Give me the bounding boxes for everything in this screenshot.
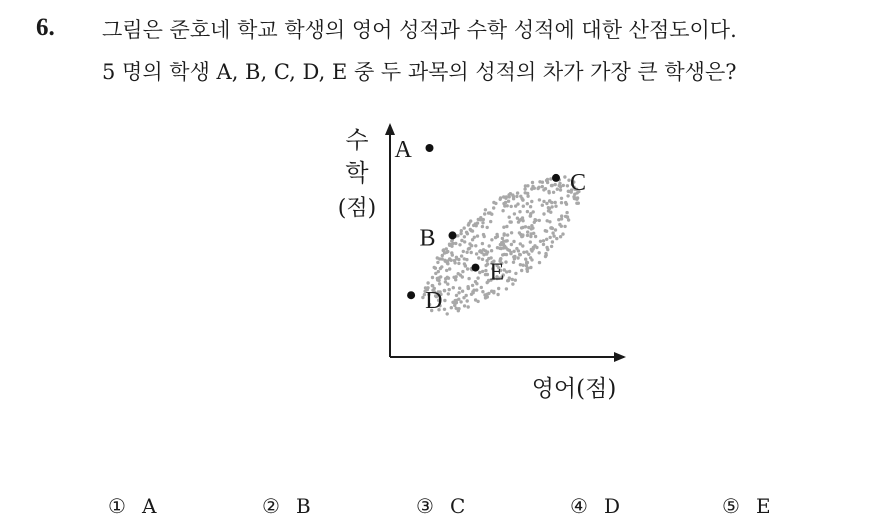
cloud-dot [471, 290, 474, 293]
cloud-dot [510, 205, 513, 208]
cloud-dot [436, 277, 439, 280]
cloud-dot [512, 261, 515, 264]
y-axis-label-line-2: 학 [345, 159, 369, 187]
cloud-dot [462, 250, 465, 253]
cloud-dot [496, 293, 499, 296]
choice-1[interactable] [108, 494, 156, 518]
cloud-dot [480, 286, 483, 289]
cloud-dot [480, 251, 483, 254]
cloud-dot [458, 243, 461, 246]
cloud-dot [463, 235, 466, 238]
cloud-dot [530, 200, 533, 203]
cloud-dot [551, 231, 554, 234]
cloud-dot [446, 282, 449, 285]
cloud-dot [506, 239, 509, 242]
choice-3[interactable] [416, 494, 465, 518]
cloud-dot [519, 242, 522, 245]
cloud-dot [478, 271, 481, 274]
cloud-dot [462, 296, 465, 299]
cloud-dot [511, 282, 514, 285]
cloud-dot [547, 206, 550, 209]
cloud-dot [467, 247, 470, 250]
cloud-dot [518, 253, 521, 256]
cloud-dot [545, 254, 548, 257]
cloud-dot [481, 270, 484, 273]
cloud-dot [512, 197, 515, 200]
cloud-dot [515, 195, 518, 198]
cloud-dot [511, 278, 514, 281]
cloud-dot [470, 251, 473, 254]
cloud-dot [501, 253, 504, 256]
cloud-dot [530, 224, 533, 227]
cloud-dot [525, 250, 528, 253]
cloud-dot [436, 261, 439, 264]
cloud-dot [499, 198, 502, 201]
question-text-line-1: 그림은 준호네 학교 학생의 영어 성적과 수학 성적에 대한 산점도이다. [102, 18, 737, 42]
cloud-dot [548, 191, 551, 194]
cloud-dot [438, 282, 441, 285]
cloud-dot [520, 197, 523, 200]
cloud-dot [483, 212, 486, 215]
cloud-dot [524, 225, 527, 228]
cloud-dot [507, 200, 510, 203]
cloud-dot [533, 187, 536, 190]
cloud-dot [503, 232, 506, 235]
cloud-dot [561, 232, 564, 235]
cloud-dot [488, 244, 491, 247]
cloud-dot [443, 289, 446, 292]
cloud-dot [541, 181, 544, 184]
cloud-dot [529, 240, 532, 243]
labeled-points [395, 137, 587, 314]
cloud-dot [505, 195, 508, 198]
cloud-dot [563, 175, 566, 178]
cloud-dot [431, 284, 434, 287]
cloud-dot [487, 211, 490, 214]
cloud-dot [510, 231, 513, 234]
cloud-dot [490, 249, 493, 252]
cloud-dot [547, 209, 550, 212]
cloud-dot [534, 219, 537, 222]
cloud-dot [529, 212, 532, 215]
choice-number: ③ [416, 494, 434, 518]
cloud-dot [490, 290, 493, 293]
cloud-dot [539, 240, 542, 243]
cloud-dot [566, 184, 569, 187]
cloud-dot [447, 277, 450, 280]
cloud-dot [467, 305, 470, 308]
cloud-dot [460, 239, 463, 242]
cloud-dot [436, 256, 439, 259]
cloud-dot [508, 270, 511, 273]
cloud-dot [546, 181, 549, 184]
choice-2[interactable] [262, 494, 311, 518]
cloud-dot [455, 301, 458, 304]
cloud-dot [481, 225, 484, 228]
cloud-dot [457, 262, 460, 265]
cloud-dot [559, 185, 562, 188]
cloud-dot [474, 244, 477, 247]
cloud-dot [522, 205, 525, 208]
cloud-dot [526, 210, 529, 213]
cloud-dot [527, 226, 530, 229]
choice-number: ① [108, 494, 126, 518]
cloud-dot [504, 260, 507, 263]
cloud-dot [440, 265, 443, 268]
cloud-dot [510, 243, 513, 246]
cloud-dot [545, 202, 548, 205]
cloud-dot [443, 299, 446, 302]
cloud-dot [446, 259, 449, 262]
cloud-dot [521, 219, 524, 222]
cloud-dot [567, 218, 570, 221]
cloud-dot [545, 246, 548, 249]
cloud-dot [538, 198, 541, 201]
cloud-dot [446, 312, 449, 315]
cloud-dot [467, 287, 470, 290]
cloud-dot [476, 234, 479, 237]
cloud-dot [421, 296, 424, 299]
x-axis-label: 영어(점) [531, 376, 617, 402]
cloud-dot [442, 249, 445, 252]
cloud-dot [538, 219, 541, 222]
cloud-dot [564, 201, 567, 204]
cloud-dot [564, 215, 567, 218]
cloud-dot [494, 202, 497, 205]
cloud-dot [443, 308, 446, 311]
cloud-dot [513, 212, 516, 215]
cloud-dot [529, 266, 532, 269]
cloud-dot [533, 244, 536, 247]
cloud-dot [484, 296, 487, 299]
cloud-dot [514, 204, 517, 207]
cloud-dot [525, 261, 528, 264]
cloud-dot [542, 188, 545, 191]
cloud-dot [556, 188, 559, 191]
cloud-dot [531, 181, 534, 184]
y-axis-label-line-1: 수 [345, 126, 369, 154]
cloud-dot [450, 306, 453, 309]
cloud-dot [558, 182, 561, 185]
cloud-dot [550, 184, 553, 187]
point-label-e: E [489, 259, 505, 286]
point-label-b: B [419, 225, 436, 252]
cloud-dot [549, 236, 552, 239]
cloud-dot [541, 204, 544, 207]
cloud-dot [453, 261, 456, 264]
point-label-d: D [425, 288, 443, 315]
cloud-dot [530, 258, 533, 261]
cloud-dot [455, 294, 458, 297]
cloud-dot [431, 276, 434, 279]
cloud-dot [434, 267, 437, 270]
cloud-dot [486, 250, 489, 253]
cloud-dot [542, 239, 545, 242]
cloud-dot [479, 218, 482, 221]
cloud-dot [455, 257, 458, 260]
cloud-dot [524, 191, 527, 194]
choice-number: ② [262, 494, 280, 518]
cloud-dot [459, 232, 462, 235]
cloud-dot [445, 269, 448, 272]
cloud-dot [573, 197, 576, 200]
cloud-dot [526, 270, 529, 273]
cloud-dot [555, 237, 558, 240]
cloud-dot [520, 269, 523, 272]
cloud-dot [502, 226, 505, 229]
cloud-dot [563, 225, 566, 228]
cloud-dot [490, 238, 493, 241]
cloud-dot [463, 257, 466, 260]
cloud-dot [454, 278, 457, 281]
cloud-dot [514, 279, 517, 282]
cloud-dot [518, 210, 521, 213]
cloud-dot [551, 240, 554, 243]
choice-number: ④ [570, 494, 588, 518]
question-text-line-2: 5 명의 학생 A, B, C, D, E 중 두 과목의 성적의 차가 가장 큰 학생은? [102, 60, 737, 84]
cloud-dot [521, 233, 524, 236]
cloud-dot [522, 251, 525, 254]
cloud-dot [426, 281, 429, 284]
cloud-dot [526, 202, 529, 205]
cloud-dot [484, 208, 487, 211]
cloud-dot [481, 290, 484, 293]
cloud-dot [454, 242, 457, 245]
y-axis-label-line-3: (점) [337, 196, 377, 221]
cloud-dot [542, 243, 545, 246]
cloud-dot [551, 227, 554, 230]
cloud-dot [458, 287, 461, 290]
cloud-dot [481, 242, 484, 245]
cloud-dot [467, 223, 470, 226]
cloud-dot [496, 246, 499, 249]
cloud-dot [465, 251, 468, 254]
cloud-dot [461, 270, 464, 273]
cloud-dot [507, 193, 510, 196]
choice-number: ⑤ [722, 494, 740, 518]
cloud-dot [487, 292, 490, 295]
cloud-dot [483, 293, 486, 296]
cloud-dot [463, 226, 466, 229]
cloud-dot [460, 254, 463, 257]
cloud-dot [474, 280, 477, 283]
cloud-dot [466, 267, 469, 270]
cloud-dot [486, 281, 489, 284]
cloud-dot [513, 257, 516, 260]
cloud-dot [509, 251, 512, 254]
cloud-dot [518, 219, 521, 222]
cloud-dot [506, 233, 509, 236]
cloud-dot [550, 205, 553, 208]
cloud-dot [559, 188, 562, 191]
cloud-dot [508, 216, 511, 219]
cloud-dot [460, 229, 463, 232]
point-a [426, 144, 434, 152]
cloud-dot [526, 195, 529, 198]
cloud-dot [512, 240, 515, 243]
cloud-dot [499, 243, 502, 246]
cloud-dot [448, 267, 451, 270]
cloud-dot [554, 183, 557, 186]
cloud-dot [554, 228, 557, 231]
cloud-dot [550, 245, 553, 248]
point-e [472, 264, 480, 272]
cloud-dot [489, 220, 492, 223]
cloud-dot [502, 202, 505, 205]
choice-4[interactable] [570, 494, 620, 518]
cloud-dot [452, 286, 455, 289]
cloud-dot [477, 256, 480, 259]
cloud-dot [536, 187, 539, 190]
cloud-dot [505, 253, 508, 256]
cloud-dot [471, 284, 474, 287]
cloud-dot [516, 191, 519, 194]
cloud-dot [476, 300, 479, 303]
cloud-dot [558, 223, 561, 226]
cloud-dot [484, 264, 487, 267]
cloud-dot [505, 287, 508, 290]
cloud-dot [541, 185, 544, 188]
cloud-dot [505, 225, 508, 228]
cloud-dot [530, 248, 533, 251]
choice-text: B [295, 494, 311, 518]
cloud-dot [467, 277, 470, 280]
cloud-dot [501, 237, 504, 240]
cloud-dot [446, 250, 449, 253]
choice-text: A [141, 494, 157, 518]
cloud-dot [524, 258, 527, 261]
choice-text: D [603, 494, 620, 518]
cloud-dot [549, 177, 552, 180]
cloud-dot [441, 257, 444, 260]
cloud-dot [565, 211, 568, 214]
cloud-dot [484, 269, 487, 272]
cloud-dot [548, 199, 551, 202]
cloud-dot [526, 267, 529, 270]
cloud-dot [516, 256, 519, 259]
cloud-dot [456, 234, 459, 237]
cloud-dot [560, 197, 563, 200]
cloud-dot [497, 287, 500, 290]
cloud-dot [494, 236, 497, 239]
cloud-dot [560, 201, 563, 204]
cloud-dot [481, 258, 484, 261]
cloud-dot [523, 187, 526, 190]
cloud-dot [455, 307, 458, 310]
cloud-dot [534, 235, 537, 238]
cloud-dot [526, 230, 529, 233]
choice-text: E [755, 494, 771, 518]
cloud-dot [514, 272, 517, 275]
point-c [552, 174, 560, 182]
cloud-dot [490, 213, 493, 216]
cloud-dot [522, 264, 525, 267]
cloud-dot [560, 214, 563, 217]
cloud-dot [437, 270, 440, 273]
cloud-dot [538, 251, 541, 254]
cloud-dot [483, 235, 486, 238]
cloud-dot [546, 219, 549, 222]
cloud-dot [508, 220, 511, 223]
cloud-dot [447, 292, 450, 295]
cloud-dot [457, 291, 460, 294]
cloud-dot [554, 201, 557, 204]
cloud-dot [542, 200, 545, 203]
cloud-dot [439, 275, 442, 278]
cloud-dot [450, 245, 453, 248]
cloud-dot [512, 250, 515, 253]
cloud-dot [457, 298, 460, 301]
cloud-dot [559, 235, 562, 238]
cloud-dot [501, 209, 504, 212]
cloud-dot [466, 299, 469, 302]
cloud-dot [450, 259, 453, 262]
cloud-dot [475, 252, 478, 255]
point-label-a: A [394, 137, 412, 163]
cloud-dot [441, 254, 444, 257]
cloud-dot [545, 230, 548, 233]
cloud-dot [526, 234, 529, 237]
cloud-dot [554, 205, 557, 208]
choice-text: C [449, 494, 466, 518]
cloud-dot [542, 212, 545, 215]
cloud-dot [552, 191, 555, 194]
point-d [407, 291, 415, 299]
cloud-dot [471, 238, 474, 241]
cloud-dot [508, 276, 511, 279]
cloud-dot [506, 204, 509, 207]
cloud-dot [476, 221, 479, 224]
cloud-dot [529, 205, 532, 208]
cloud-dot [464, 264, 467, 267]
point-b [449, 231, 457, 239]
cloud-dot [448, 288, 451, 291]
cloud-dot [475, 288, 478, 291]
cloud-dot [495, 233, 498, 236]
cloud-dot [466, 232, 469, 235]
cloud-dot [450, 251, 453, 254]
cloud-dot [532, 232, 535, 235]
cloud-dot [538, 261, 541, 264]
cloud-dot [524, 184, 527, 187]
cloud-dot [492, 206, 495, 209]
cloud-dot [486, 226, 489, 229]
cloud-dot [504, 246, 507, 249]
cloud-dot [515, 247, 518, 250]
cloud-dot [463, 304, 466, 307]
cloud-dot [459, 300, 462, 303]
cloud-dot [476, 276, 479, 279]
point-label-c: C [570, 169, 587, 196]
cloud-dot [481, 221, 484, 224]
cloud-dot [575, 202, 578, 205]
cloud-dot [461, 290, 464, 293]
cloud-dot [552, 234, 555, 237]
choice-5[interactable] [722, 494, 771, 518]
cloud-dot [469, 228, 472, 231]
score-cloud [421, 175, 580, 315]
cloud-dot [461, 275, 464, 278]
question-number: 6. [36, 14, 55, 41]
cloud-dot [545, 238, 548, 241]
